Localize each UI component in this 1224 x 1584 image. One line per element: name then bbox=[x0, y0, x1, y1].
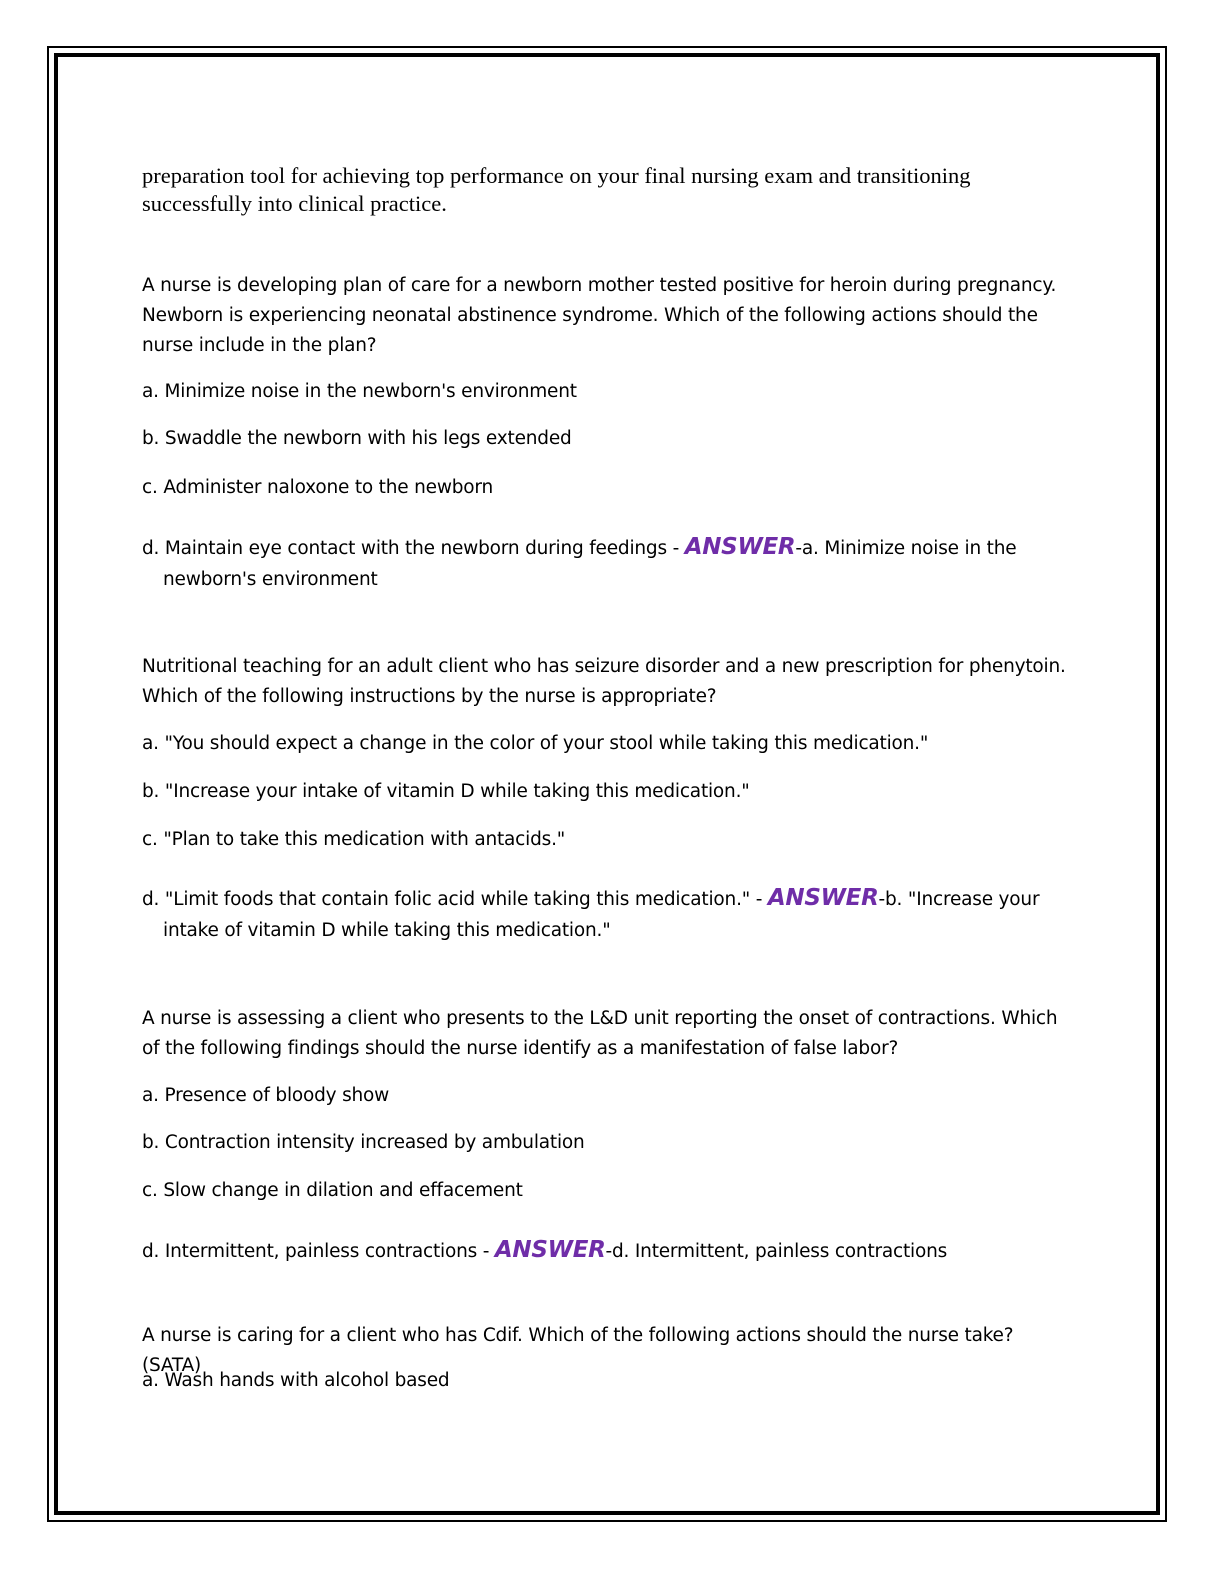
question-2-option-b: b. "Increase your intake of vitamin D while taking this medication." bbox=[142, 781, 750, 802]
question-3-option-a: a. Presence of bloody show bbox=[142, 1085, 390, 1106]
question-4-option-a: a. Wash hands with alcohol based bbox=[142, 1370, 450, 1391]
question-1-option-a: a. Minimize noise in the newborn's environment bbox=[142, 381, 577, 402]
answer-label: ANSWER bbox=[684, 534, 796, 560]
question-3-option-d-text: d. Intermittent, painless contractions - bbox=[142, 1241, 495, 1262]
question-2-stem: Nutritional teaching for an adult client who has seizure disorder and a new prescription for phenytoin. Which of the following instructions by the nurse is appropriate? bbox=[142, 656, 1066, 707]
answer-label: ANSWER bbox=[494, 1237, 606, 1263]
question-2-option-a: a. "You should expect a change in the color of your stool while taking this medication." bbox=[142, 733, 929, 754]
question-3-stem: A nurse is assessing a client who presents to the L&D unit reporting the onset of contractions. Which of the following findings should the nurse identify as a manifestation of false labor? bbox=[142, 1008, 1058, 1059]
question-2-option-d bbox=[142, 883, 1083, 946]
question-3-option-b: b. Contraction intensity increased by ambulation bbox=[142, 1132, 585, 1153]
answer-label: ANSWER bbox=[767, 885, 879, 911]
question-1-answer: -a. Minimize noise in the newborn's environment bbox=[163, 538, 1017, 590]
question-1-option-c: c. Administer naloxone to the newborn bbox=[142, 477, 494, 498]
question-4-stem: A nurse is caring for a client who has Cdif. Which of the following actions should the nurse take? (SATA) bbox=[142, 1325, 1014, 1376]
question-1-option-d-text: d. Maintain eye contact with the newborn during feedings - bbox=[142, 538, 685, 559]
question-1-option-b: b. Swaddle the newborn with his legs extended bbox=[142, 428, 572, 449]
question-1-stem: A nurse is developing plan of care for a newborn mother tested positive for heroin during pregnancy. Newborn is experiencing neonatal abstinence syndrome. Which of the following actions should the nurse include in the plan? bbox=[142, 275, 1057, 356]
question-3-option-d bbox=[142, 1235, 1083, 1267]
question-1-option-d bbox=[142, 532, 1083, 595]
question-2-option-d-text: d. "Limit foods that contain folic acid while taking this medication." - bbox=[142, 889, 768, 910]
question-2-option-c: c. "Plan to take this medication with antacids." bbox=[142, 829, 566, 850]
question-3-option-c: c. Slow change in dilation and effacement bbox=[142, 1180, 523, 1201]
question-3-answer: -d. Intermittent, painless contractions bbox=[605, 1241, 948, 1262]
intro-paragraph: preparation tool for achieving top performance on your final nursing exam and transitioning successfully into clinical practice. bbox=[142, 163, 971, 216]
question-2-answer: -b. "Increase your intake of vitamin D while taking this medication." bbox=[163, 889, 1040, 941]
